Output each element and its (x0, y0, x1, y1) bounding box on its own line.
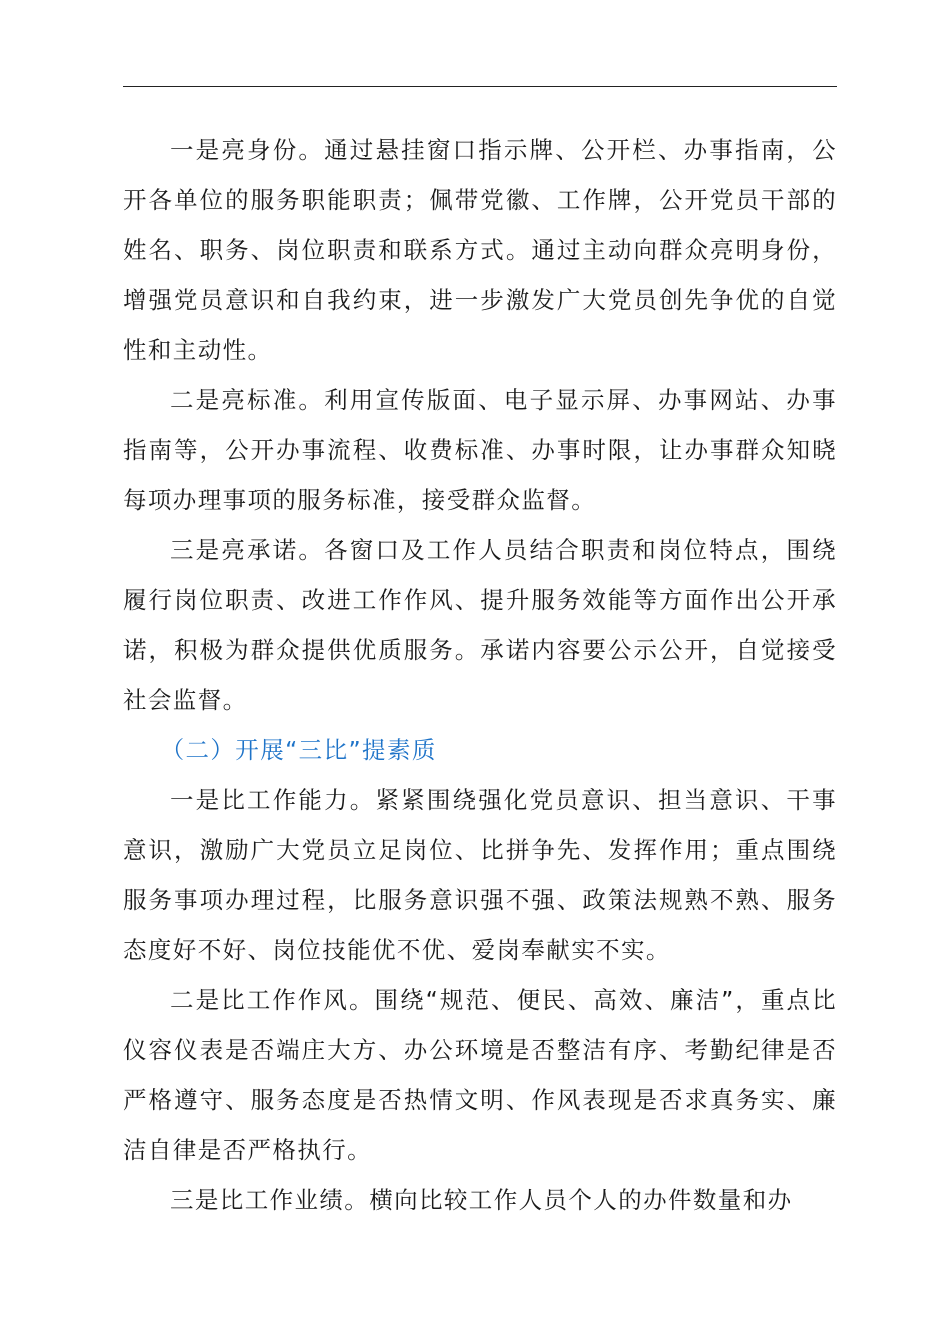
paragraph-liang-shenfen: 一是亮身份。通过悬挂窗口指示牌、公开栏、办事指南，公开各单位的服务职能职责；佩带党徽、工作牌，公开党员干部的姓名、职务、岗位职责和联系方式。通过主动向群众亮明身份，增强党员意识和自我约束，进一步激发广大党员创先争优的自觉性和主动性。 (123, 136, 837, 364)
header-rule (123, 86, 837, 87)
paragraph-bi-zuofeng: 二是比工作作风。围绕“规范、便民、高效、廉洁”，重点比仪容仪表是否端庄大方、办公环境是否整洁有序、考勤纪律是否严格遵守、服务态度是否热情文明、作风表现是否求真务实、廉洁自律是否严格执行。 (123, 986, 837, 1164)
paragraph-bi-nengli: 一是比工作能力。紧紧围绕强化党员意识、担当意识、干事意识，激励广大党员立足岗位、比拼争先、发挥作用；重点围绕服务事项办理过程，比服务意识强不强、政策法规熟不熟、服务态度好不好、岗位技能优不优、爱岗奉献实不实。 (123, 786, 837, 964)
paragraph-liang-biaozhun: 二是亮标准。利用宣传版面、电子显示屏、办事网站、办事指南等，公开办事流程、收费标准、办事时限，让办事群众知晓每项办理事项的服务标准，接受群众监督。 (123, 386, 837, 514)
section-heading-sanbi: （二）开展“三比”提素质 (160, 736, 437, 764)
paragraph-liang-chengnuo: 三是亮承诺。各窗口及工作人员结合职责和岗位特点，围绕履行岗位职责、改进工作作风、提升服务效能等方面作出公开承诺，积极为群众提供优质服务。承诺内容要公示公开，自觉接受社会监督。 (123, 536, 837, 714)
paragraph-bi-yeji: 三是比工作业绩。横向比较工作人员个人的办件数量和办 (170, 1186, 793, 1214)
document-body (123, 125, 837, 1225)
